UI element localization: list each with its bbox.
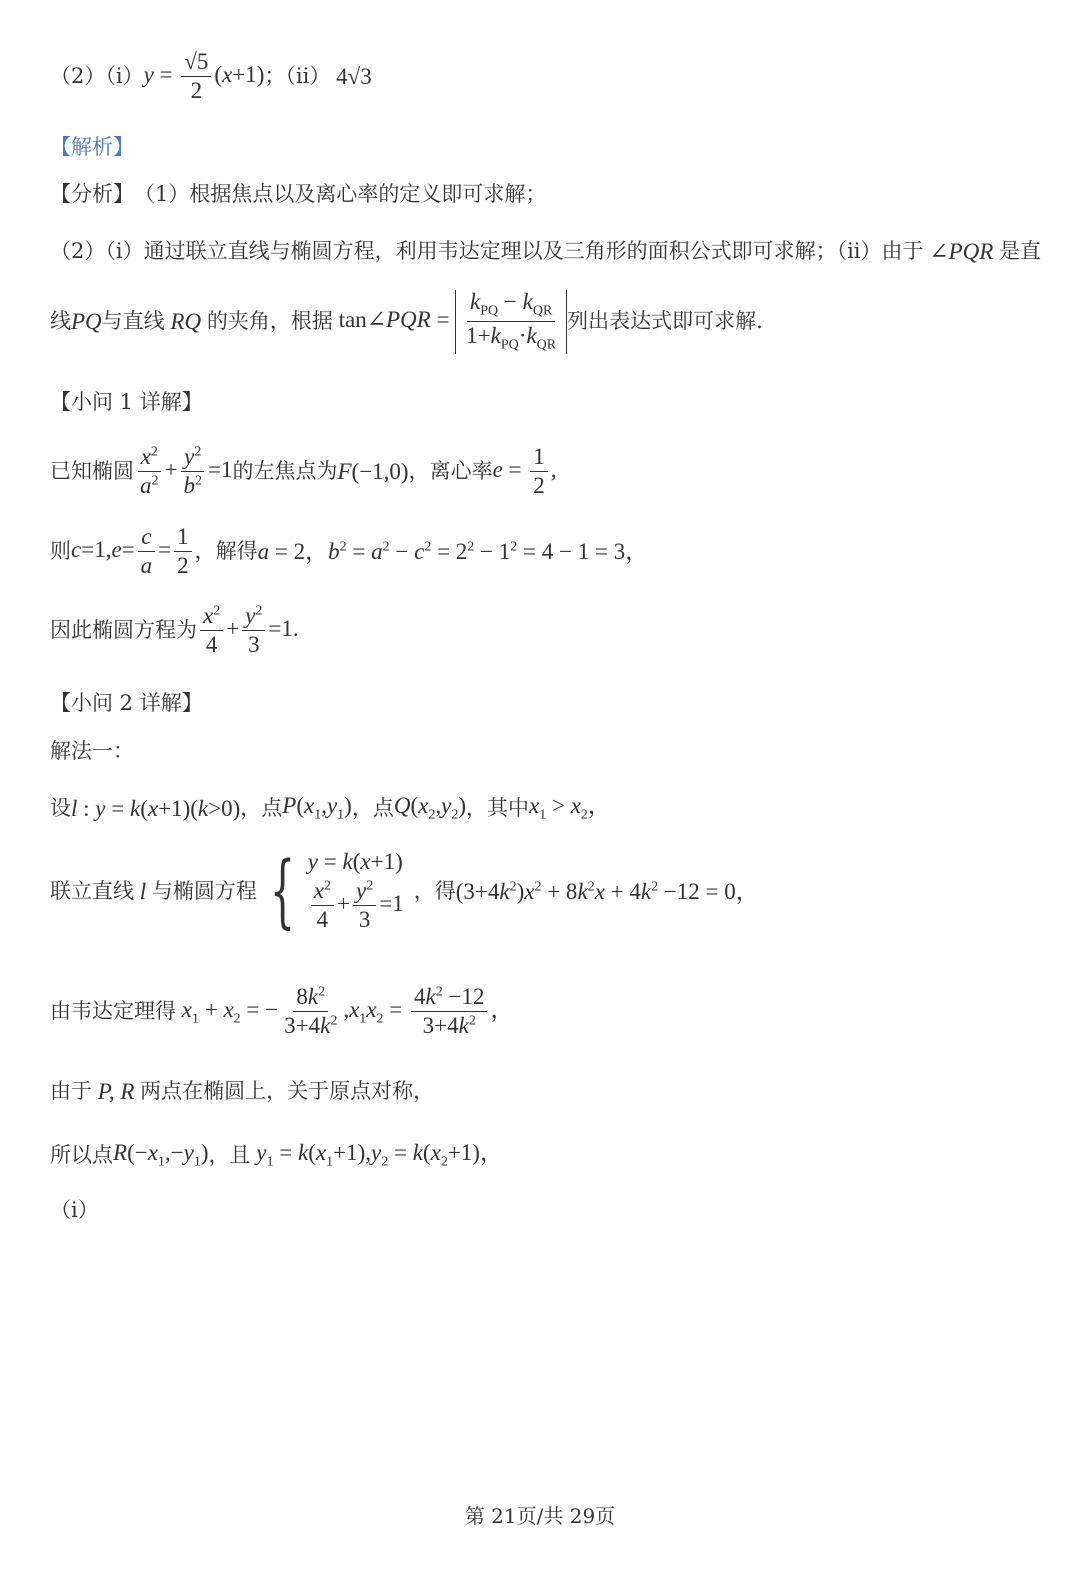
system-brace: {: [269, 844, 296, 938]
q2-heading: [50, 693, 203, 714]
q1-heading: [50, 392, 203, 413]
tan-mid1: 与直线: [101, 309, 165, 334]
sub-i-line: [50, 1200, 99, 1221]
tan-formula: tan∠PQR = $\frac{k_{PQ} - k_{QR}}{1+k_{PQ}\cdot k_{QR}}$: [333, 290, 567, 354]
fenxi-text: （1）根据焦点以及离心率的定义即可求解；: [134, 182, 547, 206]
weida-pre: 由韦达定理得: [50, 999, 176, 1024]
q1-line1-pre: 已知椭圆: [50, 459, 134, 484]
q1-line2: [50, 525, 648, 578]
sym-pre: 由于: [50, 1079, 92, 1103]
ellipse-equation: $\frac{x^2}{4}$ + $\frac{y^2}{3}$ =1.: [197, 604, 299, 657]
sub-i-label: （i）: [50, 1198, 99, 1222]
so-pre: 所以点: [50, 1142, 113, 1167]
a-b-formula: a = 2，$b^2 = a^2 - c^2 = 2^2 - 1^2 = 4 - 1 = 3$，: [257, 539, 649, 565]
so-mid: ，且: [208, 1142, 251, 1167]
tan-line: [50, 290, 763, 354]
line-l-def: l : y = k(x+1)(k>0): [71, 795, 241, 821]
rq-label: RQ: [164, 309, 207, 335]
x1-gt-x2: $x_1 > x_2$，: [529, 793, 611, 823]
point-q: $Q(x_2,y_2)$: [393, 793, 466, 823]
jiexi-label: 【解析】: [50, 135, 134, 159]
equation-system: y = k(x+1) $\frac{x^2}{4}$ + $\frac{y^2}{3}$ =1: [307, 849, 404, 933]
set-q: ，点: [351, 795, 394, 820]
page-footer: 第 21页/共 29页: [464, 1504, 616, 1528]
c-e-formula: c=1,e= $\frac{c}{a}$ = $\frac{1}{2}$: [71, 525, 195, 578]
q1-line1: [50, 445, 557, 498]
q1-line3: [50, 604, 299, 657]
set-pre: 设: [50, 795, 71, 820]
part2-intro-text: （2）（i）通过联立直线与椭圆方程，利用韦达定理以及三角形的面积公式即可求解；（ii）由于: [50, 239, 924, 263]
lianli-mid: 与椭圆方程: [151, 878, 257, 903]
q1-line2-mid: ，解得: [194, 539, 258, 564]
q1-line1-mid: 的左焦点为: [232, 459, 338, 484]
points-pr: P, R: [92, 1079, 141, 1104]
tan-mid2: 的夹角，根据: [206, 309, 333, 334]
q1-line1-post: ，离心率: [408, 459, 493, 484]
q1-line2-pre: 则: [50, 539, 71, 564]
q1-line3-pre: 因此椭圆方程为: [50, 618, 197, 643]
weida-line: [50, 985, 513, 1038]
fenxi-label: 【分析】: [50, 182, 134, 206]
set-p: ，点: [240, 795, 283, 820]
answer-sep: ；（ii）: [264, 64, 331, 89]
y-relations: $y_1 = k(x_1+1),y_2 = k(x_2+1)$，: [256, 1140, 503, 1170]
tan-post: 列出表达式即可求解.: [567, 309, 763, 334]
jiexi-heading: [50, 137, 134, 158]
fenxi-line: [50, 184, 546, 205]
method1-label: 解法一：: [50, 739, 134, 763]
angle-pqr: ∠PQR: [923, 239, 999, 264]
part2-intro-line: [50, 240, 1041, 263]
lianli-line: [50, 844, 759, 938]
answer-formula-2: 4√3: [330, 64, 372, 90]
ellipse-general: $\frac{x^2}{a^2}$ + $\frac{y^2}{b^2}$ =1: [134, 445, 232, 498]
lianli-pre: 联立直线: [50, 878, 134, 903]
set-post: ，其中: [466, 795, 529, 820]
focus-f: F(−1,0): [337, 459, 409, 485]
part2-tail: 是直: [999, 239, 1041, 263]
q2-heading-label: 【小问 2 详解】: [50, 691, 203, 715]
answer-formula-1: y = $\frac{√5}{2}$ (x+1): [143, 49, 265, 104]
lianli-post: ，得: [413, 878, 456, 903]
method1-line: [50, 741, 134, 762]
sym-line: [50, 1080, 434, 1103]
so-line: [50, 1141, 503, 1170]
point-p: $P(x_1,y_1)$: [282, 793, 352, 823]
vieta-formulas: $x_1 + x_2$ = − $\frac{8k^2}{3+4k^2}$ $,x_1x_2$ = $\frac{4k^2 -12}{3+4k^2}$ ，: [181, 984, 514, 1039]
tan-pre: 线: [50, 309, 71, 334]
eccentricity: e = $\frac{1}{2}$ ,: [492, 444, 557, 499]
point-r: $R(-x_1,-y_1)$: [113, 1140, 209, 1170]
set-line: [50, 794, 611, 823]
l-symbol: l: [134, 878, 152, 904]
quadratic: $(3+4k^2)x^2 + 8k^2x + 4k^2 -12 = 0$，: [455, 878, 759, 904]
pq-label: PQ: [71, 309, 102, 335]
answer-line: [50, 50, 372, 103]
sym-post: 两点在椭圆上，关于原点对称，: [140, 1079, 435, 1103]
answer-part2-label: （2）（i）: [50, 64, 144, 89]
q1-heading-label: 【小问 1 详解】: [50, 390, 203, 414]
